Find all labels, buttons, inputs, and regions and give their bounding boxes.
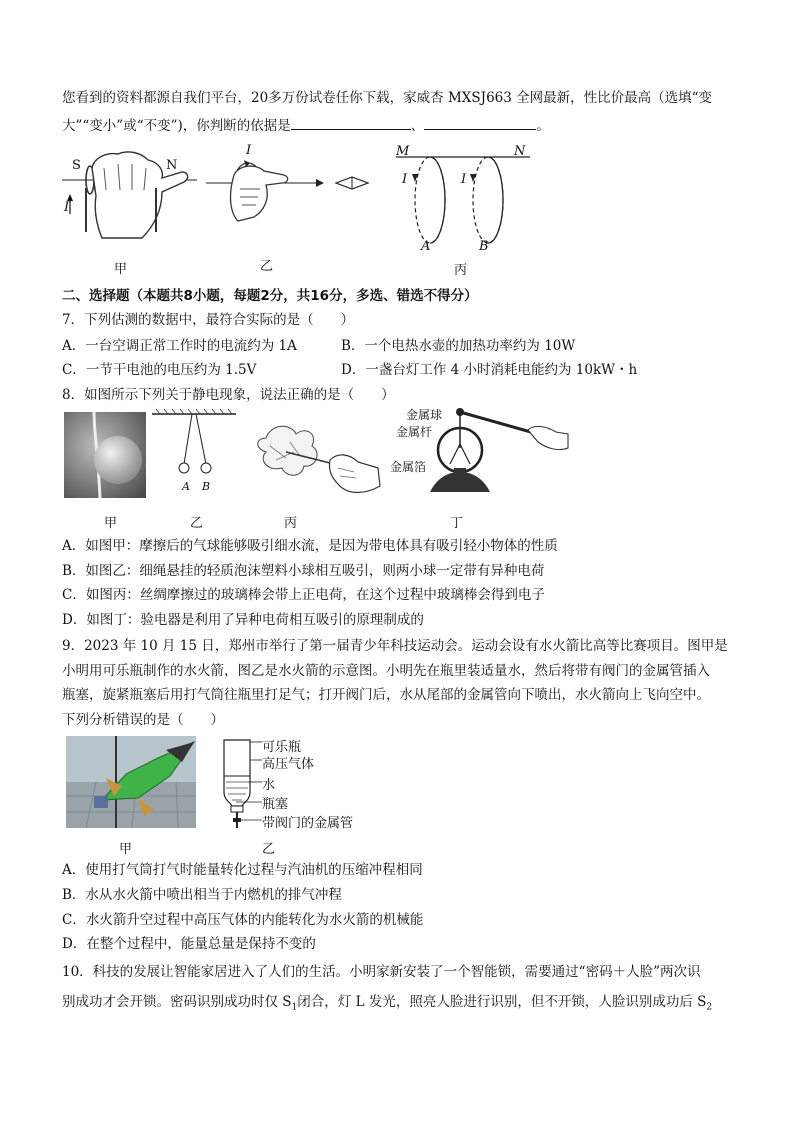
section-title: 二、选择题（本题共8小题，每题2分，共16分，多选、错选不得分）	[62, 288, 478, 304]
q8-jia-caption: 甲	[104, 516, 118, 531]
q8-ding-caption: 丁	[450, 516, 464, 531]
q9-option-b[interactable]: B．水从水火箭中喷出相当于内燃机的排气冲程	[62, 887, 342, 903]
q8-figure-jia	[64, 412, 146, 498]
q9-line1: 9．2023 年 10 月 15 日，郑州市举行了第一届青少年科技运动会。运动会设有水火箭比高等比赛项目。图甲是	[62, 638, 728, 654]
q6-bing-m-label: M	[396, 144, 410, 159]
q9-figure-jia	[66, 736, 196, 828]
q8-option-c[interactable]: C．如图丙：丝绸摩擦过的玻璃棒会带上正电荷，在这个过程中玻璃棒会得到电子	[62, 587, 545, 603]
q6-bing-n-label: N	[514, 144, 526, 159]
q8-ding-ball-label: 金属球	[406, 408, 443, 422]
q6-bing-i2-label: I	[461, 172, 467, 187]
q8-option-b[interactable]: B．如图乙：细绳悬挂的轻质泡沫塑料小球相互吸引，则两小球一定带有异种电荷	[62, 563, 545, 579]
q6-figure-yi	[200, 145, 330, 235]
q9-option-a[interactable]: A．使用打气筒打气时能量转化过程与汽油机的压缩冲程相同	[62, 862, 423, 878]
q6-jia-caption: 甲	[114, 262, 128, 277]
q9-label-water: 水	[262, 778, 276, 793]
q6-bing-i1-label: I	[402, 172, 408, 187]
q6-line1: 您看到的资料都源自我们平台，20多万份试卷任你下载，家威杏 MXSJ663 全网最新，性比价最高（选填“变	[62, 90, 713, 106]
q9-line4: 下列分析错误的是（ ）	[62, 712, 224, 728]
q7-option-d[interactable]: D．一盏台灯工作 4 小时消耗电能约为 10kW・h	[341, 362, 638, 378]
q8-option-a[interactable]: A．如图甲：摩擦后的气球能够吸引细水流，是因为带电体具有吸引轻小物体的性质	[62, 538, 558, 554]
q6-figure-jia	[62, 148, 202, 248]
q9-option-d[interactable]: D．在整个过程中，能量总量是保持不变的	[62, 936, 316, 952]
q10-line2	[62, 992, 712, 1018]
q9-leader-lines	[236, 740, 266, 830]
q6-line2	[62, 116, 550, 136]
q7-option-b[interactable]: B．一个电热水壶的加热功率约为 10W	[341, 338, 576, 354]
q9-label-tube: 带阀门的金属管	[262, 816, 354, 831]
q6-bing-a-label: A	[421, 239, 431, 254]
answer-blank-2[interactable]	[424, 117, 536, 130]
q10-line1: 10．科技的发展让智能家居进入了人们的生活。小明家新安装了一个智能锁，需要通过“密码＋人脸”两次识	[62, 964, 701, 980]
q6-jia-n-label: N	[166, 158, 178, 173]
q6-jia-s-label: S	[72, 158, 81, 173]
q6-yi-caption: 乙	[260, 259, 274, 274]
q10-line2-b: 闭合，灯 L 发光，照亮人脸进行识别，但不开锁，人脸识别成功后 S	[297, 994, 707, 1010]
q6-jia-i-label: I	[64, 200, 70, 215]
q6-end: 。	[536, 118, 550, 134]
q9-label-stopper: 瓶塞	[262, 797, 289, 812]
q8-figure-bing	[246, 412, 384, 502]
q10-line2-a: 别成功才会开锁。密码识别成功时仅 S	[62, 994, 292, 1010]
q6-figure-bing	[390, 142, 540, 257]
q6-line2-text: 大”“变小”或“不变”)，你判断的依据是	[62, 118, 291, 134]
q6-bing-caption: 丙	[454, 263, 468, 278]
q6-bing-b-label: B	[479, 239, 489, 254]
q9-option-c[interactable]: C．水火箭升空过程中高压气体的内能转化为水火箭的机械能	[62, 912, 424, 928]
q9-line3: 瓶塞，旋紧瓶塞后用打气筒往瓶里打足气；打开阀门后，水从尾部的金属管向下喷出，水火箭向上飞向空中。	[62, 687, 710, 703]
q9-label-bottle: 可乐瓶	[262, 740, 302, 755]
q8-yi-a-label: A	[182, 480, 190, 493]
q10-sub-2: 2	[706, 1002, 713, 1013]
q8-option-d[interactable]: D．如图丁：验电器是利用了异种电荷相互吸引的原理制成的	[62, 612, 424, 628]
q9-line2: 小明用可乐瓶制作的水火箭，图乙是水火箭的示意图。小明先在瓶里装适量水，然后将带有阀门的金属管插入	[62, 663, 710, 679]
answer-blank-1[interactable]	[291, 117, 411, 130]
q9-yi-caption: 乙	[262, 842, 276, 857]
q9-label-gas: 高压气体	[262, 757, 315, 772]
q8-yi-b-label: B	[202, 480, 211, 493]
q8-stem: 8．如图所示下列关于静电现象，说法正确的是（ ）	[62, 387, 395, 403]
q8-ding-rod-label: 金属杆	[396, 425, 433, 439]
q7-option-c[interactable]: C．一节干电池的电压约为 1.5V	[62, 362, 257, 378]
q10-sub-1: 1	[291, 1002, 298, 1013]
q6-sep: 、	[410, 118, 425, 134]
magnetic-needle-icon	[334, 176, 370, 190]
q7-option-a[interactable]: A．一台空调正常工作时的电流约为 1A	[62, 338, 297, 354]
q7-stem: 7．下列估测的数据中，最符合实际的是（ ）	[62, 312, 355, 328]
q8-yi-caption: 乙	[190, 516, 204, 531]
q8-ding-foil-label: 金属箔	[390, 460, 427, 474]
q9-jia-caption: 甲	[119, 842, 133, 857]
q8-figure-yi	[150, 408, 240, 494]
q6-yi-i-label: I	[246, 143, 252, 158]
q8-bing-caption: 丙	[284, 516, 298, 531]
